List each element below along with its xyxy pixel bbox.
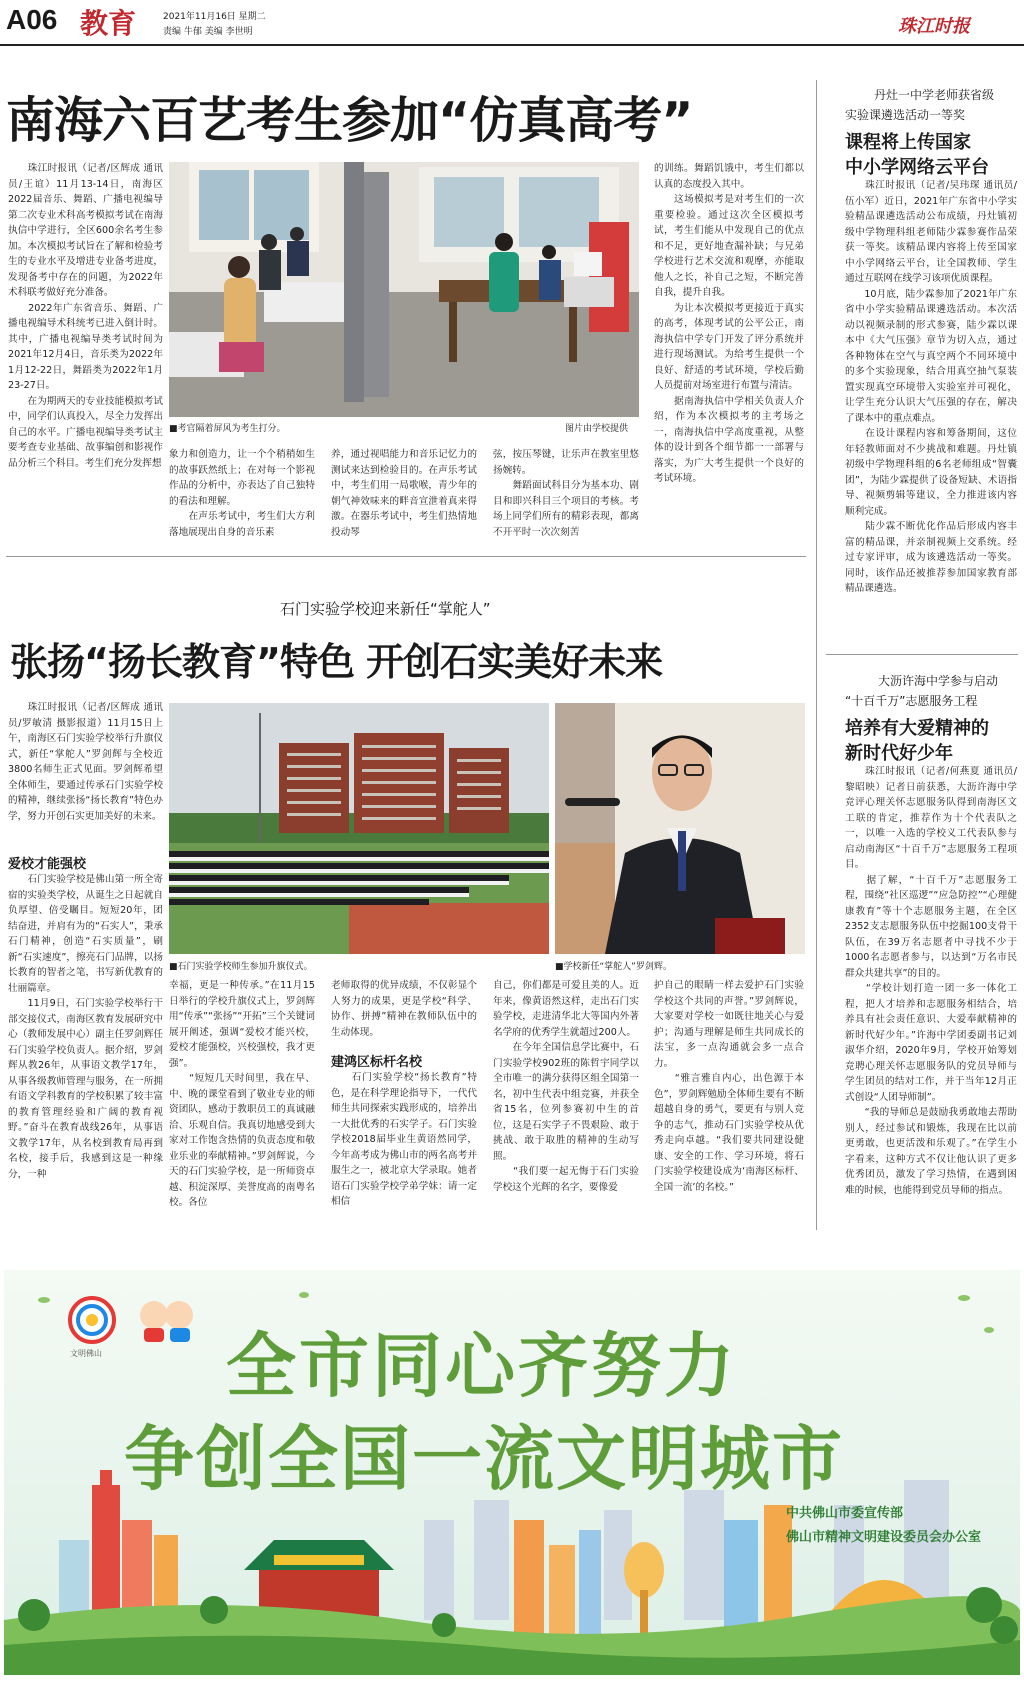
masthead-logo: 珠江时报 — [898, 16, 970, 37]
editors: 责编 牛郁 美编 李世明 — [163, 27, 253, 37]
banner-logo-text: 文明佛山 — [70, 1349, 102, 1358]
section-name: 教育 — [80, 7, 137, 40]
story2-col1: 石门实验学校是佛山第一所全寄宿的实验类学校，从诞生之日起就自负厚望、倍受瞩目。短短20年，团结奋进，并肩有为的“石实人”，秉承石门精神，创造“石实质量”，刷新“石实速度”，擦亮石门品牌，以扬长教育的智者之笔，书写新优教育的壮丽篇章。 11月9日，石门实验学校举行干部交接仪式，南海区教育发展研究中心（教师发展中心）副主任罗剑辉任石门实验学校负责人。据介绍，罗剑辉从教26年，从事语文教学17年，从事各级教师管理与服务，在一所拥有语文学科教育的学校积累了较丰富的教育管理经验和广阔的教育视野。”奋斗在教育战线26年，从事语文教学17年，从名校到教育局再到名校，接手后，我感到这是一种缘分，一种 — [8, 874, 163, 1180]
story2-photo-principal-caption: ■学校新任“掌舵人”罗剑辉。 — [555, 962, 672, 972]
banner-org-1: 中共佛山市委宣传部 — [786, 1506, 904, 1521]
sidebar-divider — [816, 80, 817, 1230]
story1-col1: 珠江时报讯（记者/区辉成 通讯员/王谊）11月13-14日，南海区2022届音乐、舞蹈、广播电视编导第二次专业术科高考模拟考试在南海执信中学进行，全区600余名考生参加。本次模拟考试旨在了解和检验考生的专业水平及增进专业备考进度，发现备考中存在的问题，为2022年术科联考做好充分准备。 2022年广东省音乐、舞蹈、广播电视编导术科统考已进入倒计时。其中，广播电视编导类考试时间为2021年12月4日，音乐类为2022年1月12-22日，舞蹈类为2022年1月23-27日。 在为期两天的专业技能模拟考试中，同学们认真投入，尽全力发挥出自己的水平。广播电视编导类考试主要考查专业基础、故事编创和影视作品分析三个科目。考生们充分发挥想 — [8, 163, 163, 469]
banner-slogan-1: 全市同心齐努力 — [226, 1325, 737, 1407]
story2-col5: 护自己的眼睛一样去爱护石门实验学校这个共同的声誉。”罗剑辉说，大家要对学校一如既往地关心与爱护；沟通与理解是师生共同成长的法宝，多一点沟通就会多一点合力。 “雅言雅自内心，出色源于本色”，罗剑辉勉励全体师生要有不断超越自身的勇气，要更有与别人竞争的志气，推动石门实验学校从优秀走向卓越。“我们要共同建设健康、安全的工作、学习环境，将石门实验学校建设成为‘南海区标杆、全国一流’的名校。” — [654, 980, 804, 1193]
story2-title: 张扬“扬长教育”特色 开创石实美好未来 — [10, 640, 663, 684]
story2-col3: 老师取得的优异成绩，不仅彰显个人努力的成果，更是学校“科学、协作、拼搏”精神在教师队伍中的生动体现。 — [331, 980, 477, 1038]
side1-body: 珠江时报讯（记者/吴玮琛 通讯员/伍小军）近日，2021年广东省中小学实验精品课遴选活动公布成绩，丹灶镇初级中学物理科组老师陆少霖参赛作品荣获一等奖。该精品课内容将上传至国家中小学网络云平台，让全国教师、学生通过互联网在线学习该项优质课程。 10月底，陆少霖参加了2021年广东省中小学实验精品课遴选活动。本次活动以视频录制的形式参赛，陆少霖以课本中《大气压强》章节为切入点，通过各种物体在空气与真空两个不同环境中的多个实验现象，结合用真空抽气泵装置实现真空环境带入实验室并可视化，让学生充分认识大气压强的存在，解决了课本中的重点难点。 在设计课程内容和筹备期间，这位年轻教师面对不少挑战和难题。丹灶镇初级中学物理科组的6名老师组成“智囊团”，为陆少霖提供了设备短缺、术语指导、视频剪辑等建议，全力推进该内容顺利完成。 陆少霖不断优化作品后形成内容丰富的精品课，并亲制视频上交系统。经过专家评审，成为该遴选活动一等奖。同时，该作品还被推荐参加国家教育部精品课遴选。 — [845, 180, 1017, 594]
story1-photo-caption: ■考官隔着屏风为考生打分。 — [169, 424, 286, 434]
side1-title-2: 中小学网络云平台 — [845, 157, 989, 178]
side2-title-2: 新时代好少年 — [845, 743, 953, 764]
side2-title-1: 培养有大爱精神的 — [845, 718, 989, 739]
story2-photo-ceremony — [169, 703, 549, 954]
story1-divider — [6, 556, 806, 557]
civic-banner — [4, 1270, 1020, 1675]
side2-body: 珠江时报讯（记者/何燕夏 通讯员/黎昭映）记者日前获悉，大沥许海中学竞评心理关怀志愿服务队得到南海区文工联的肯定，推荐作为十个代表队之一，以唯一入选的学校义工代表队参与启动南海区“十百千万”志愿服务工程项目。 据了解，“十百千万”志愿服务工程，围绕“社区巡逻”“应急防控”“心理健康教育”等十个志愿服务主题，在全区2352支志愿服务队伍中挖掘100支骨干队伍，在39万名志愿者中寻找不少于1000名志愿者参与，以达到“万名市民群众共建共享”的目的。 “学校计划打造一团一多一体化工程，把人才培养和志愿服务相结合，培养具有社会责任意识、大爱奉献精神的新时代好少年。”许海中学团委副书记刘淑华介绍，2020年9月，学校开始筹划竞聘心理关怀志愿服务队的党员导师与学生团员的结对工作，并于当年12月正式创设“人团导师制”。 “我的导师总是鼓励我勇敢地去帮助别人，经过参试和锻炼，我现在比以前更勇敢，也更活泼和乐观了。”在学生小字看来，这种方式不仅让他认识了更多优秀团员，激发了学习热情，在遇到困难的时候，也能得到党员导师的指点。 — [845, 766, 1017, 1196]
header-rule — [0, 44, 1024, 46]
story2-kicker: 石门实验学校迎来新任“掌舵人” — [280, 600, 491, 618]
side1-title-1: 课程将上传国家 — [845, 132, 971, 153]
side1-kicker-1: 丹灶一中学老师获省级 — [874, 88, 995, 102]
story1-col3: 养，通过视唱能力和音乐记忆力的测试来达到检验目的。在声乐考试中，考生们用一局歌喉，青少年的朝气神效味来的畔音宣泄着真来得激。在器乐考试中，考生们热情地投动琴 — [331, 449, 477, 538]
banner-slogan-2: 争创全国一流文明城市 — [124, 1418, 844, 1500]
story2-photo-ceremony-caption: ■石门实验学校师生参加升旗仪式。 — [169, 962, 313, 972]
page-number: A06 — [6, 4, 58, 35]
story2-col3b: 石门实验学校“扬长教育”特色，是在科学理论指导下，一代代师生共同探索实践形成的，培养出一大批优秀的石实学子。石门实验学校2018届毕业生黄语然同学，今年高考成为佛山市的两名高考并服生之一，被北京大学录取。她者语石门实验学校学弟学妹：请一定相信 — [331, 1072, 477, 1207]
story1-title: 南海六百艺考生参加“仿真高考” — [6, 92, 693, 149]
story2-col4: 自己，你们都是可爱且美的人。近年来，像黄语然这样，走出石门实验学校，走进清华北大等国内外著名学府的优秀学生就超过200人。 在今年全国信息学比赛中，石门实验学校902班的陈哲宇同学以全市唯一的满分获得区组全国第一名，初中生代表中组竞赛，并获全省15名，位列参赛初中生的首位，这是石实学子不畏艰险、敢于挑战、敢于取胜的精神的生动写照。 “我们要一起无悔于石门实验学校这个光辉的名字，要像爱 — [493, 980, 639, 1193]
story1-col5: 的训练。舞蹈饥饿中，考生们都以认真的态度投入其中。 这场模拟考是对考生们的一次重要检验。通过这次全区模拟考试，考生们能从中发现自己的优点和不足，更好地查漏补缺；与兄弟学校进行艺术交流和观摩，亦能取他人之长，补自己之短，不断完善自我，提升自我。 为让本次模拟考更接近于真实的高考，体现考试的公平公正，南海执信中学专门开发了评分系统并进行现场测试。为给考生提供一个良好、舒适的考试环境，学校后勤人员提前对场室进行布置与清洁。 据南海执信中学相关负责人介绍，作为本次模拟考的主考场之一，南海执信中学高度重视，从整体的设计到各个细节都一一部署与落实，为广大考生提供一个良好的考试环境。 — [654, 163, 804, 484]
side1-kicker-2: 实验课遴选活动一等奖 — [845, 108, 966, 122]
banner-org-2: 佛山市精神文明建设委员会办公室 — [786, 1530, 982, 1545]
story2-col2: 幸福，更是一种传承。”在11月15日举行的学校升旗仪式上，罗剑辉用“传承”“张扬”“开拓”三个关键词展开阐述，强调“爱校才能兴校，爱校才能强校，兴校强校，我才更强”。 “短短几天时间里，我在早、中、晚的课堂看到了敬业专业的师资团队，感动于教职员工的真诚融洽、乐观自信。我真切地感受到大家对工作饱含热情的负责态度和敬业乐业的奉献精神。”罗剑辉说，今天的石门实验学校，是一所师资卓越、积淀深厚、美誉度高的南粤名校。各位 — [169, 980, 315, 1208]
story1-col4: 弦，按压琴键，让乐声在教室里悠扬婉转。 舞蹈面试科目分为基本功、剧目和即兴科目三个项目的考核。考场上同学们所有的精彩表现，都离不开平时一次次刻苦 — [493, 449, 639, 538]
story1-photo — [169, 162, 639, 417]
story2-photo-principal — [555, 703, 805, 954]
story1-photo-credit: 图片由学校提供 — [565, 424, 629, 434]
story2-subhead-1: 爱校才能强校 — [8, 857, 87, 872]
side2-kicker-1: 大沥许海中学参与启动 — [878, 674, 999, 688]
side2-kicker-2: “十百千万”志愿服务工程 — [845, 694, 978, 708]
story2-lead: 珠江时报讯（记者/区辉成 通讯员/罗敏清 摄影报道）11月15日上午，南海区石门实验学校举行升旗仪式，新任“掌舵人”罗剑辉与全校近3800名师生正式见面。罗剑辉希望全体师生，要通过传承石门实验学校的精神，继续张扬“扬长教育”特色办学，努力开创石实更加美好的未来。 — [8, 702, 163, 822]
story1-col2: 象力和创造力，让一个个稍稍如生的故事跃然纸上；在对每一个影视作品的分析中，亦表达了自己独特的看法和理解。 在声乐考试中，考生们大方利落地展现出自身的音乐素 — [169, 449, 315, 538]
story2-subhead-2: 建鸿区标杆名校 — [331, 1055, 423, 1070]
sidebar-rule — [826, 654, 1018, 655]
issue-date: 2021年11月16日 星期二 — [163, 12, 266, 22]
